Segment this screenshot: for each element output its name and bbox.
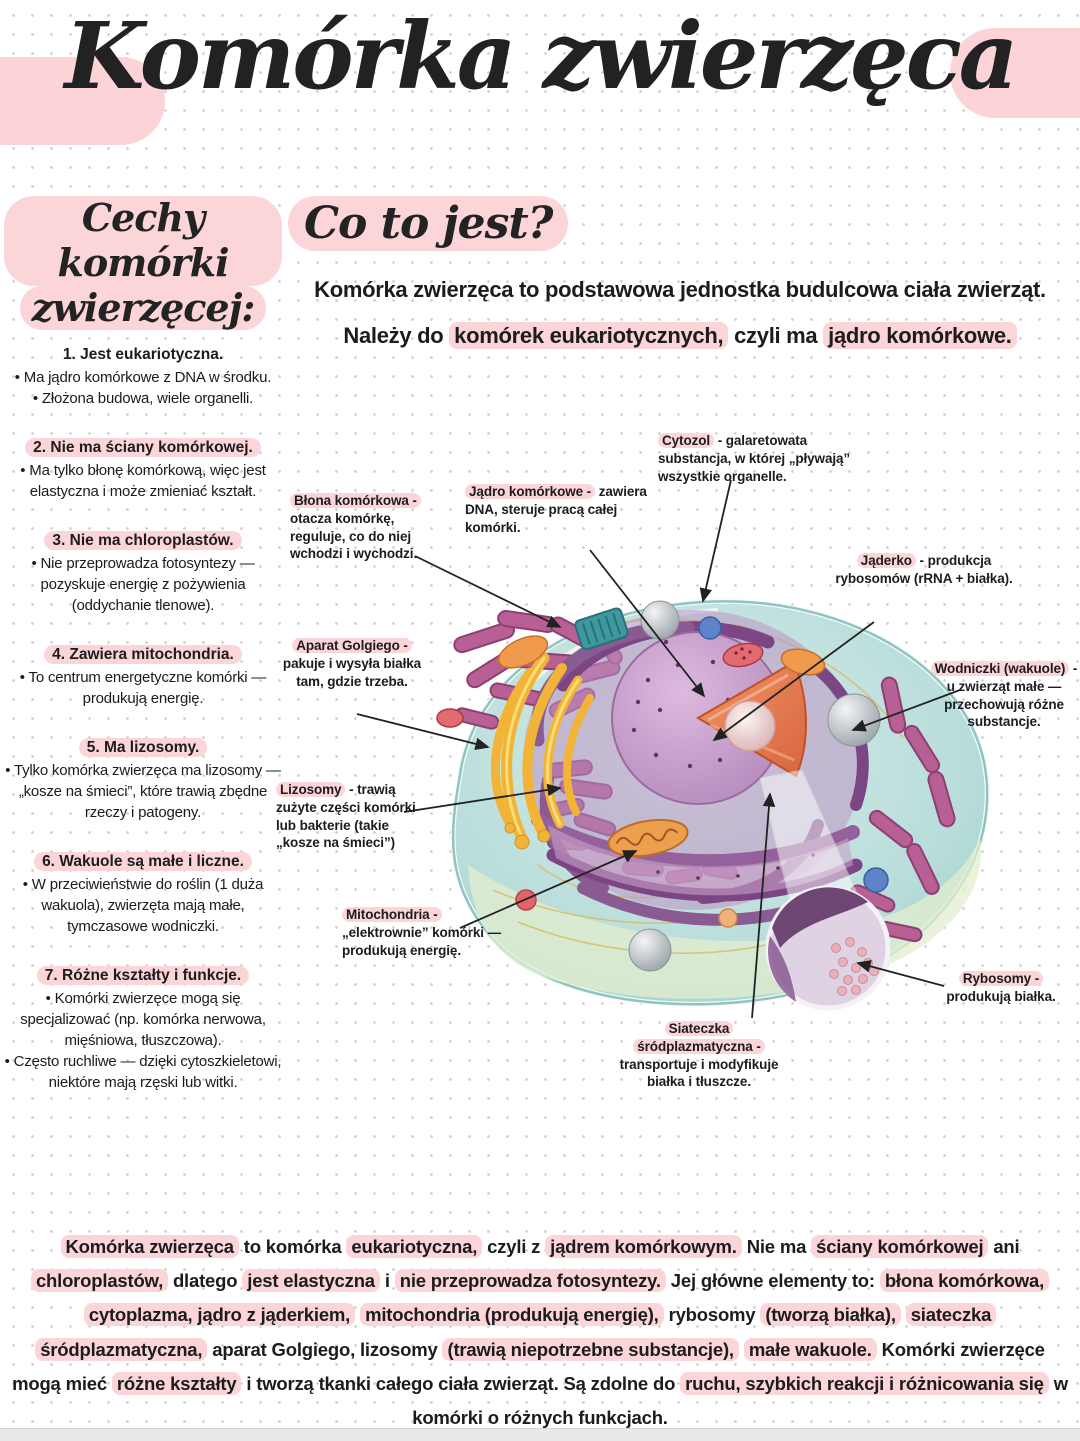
feature-heading: 3. Nie ma chloroplastów. (44, 531, 241, 550)
page-title: Komórka zwierzęca (64, 2, 1016, 110)
feature-heading: 4. Zawiera mitochondria. (44, 645, 242, 664)
vesicle-gray (629, 929, 671, 971)
plain-text: Jej główne elementy to: (665, 1270, 880, 1292)
highlighted-text: Cytozol (658, 433, 714, 448)
highlighted-text: ruchu, szybkich reakcji i różnicowania się (680, 1372, 1049, 1395)
plain-text: pakuje i wysyła białka tam, gdzie trzeba. (282, 655, 422, 689)
label-siateczka (612, 1020, 786, 1091)
highlighted-text: małe wakuole. (744, 1338, 877, 1361)
highlighted-text: jądrem komórkowym. (545, 1235, 742, 1258)
plain-text: aparat Golgiego, lizosomy (207, 1338, 443, 1360)
vesicle-blue (699, 617, 721, 639)
vacuole-gray (828, 694, 880, 746)
plain-text: w komórki o różnych funkcjach. (412, 1372, 1068, 1429)
plain-text: „elektrownie” komórki — produkują energię. (342, 924, 501, 958)
plain-text: - produkcja rybosomów (rRNA + białka). (835, 553, 1013, 586)
highlighted-text: Komórka zwierzęca (61, 1235, 239, 1258)
highlighted-text: Błona komórkowa - (290, 493, 421, 508)
highlighted-text: mitochondria (produkują energię), (360, 1303, 664, 1326)
highlighted-text: jest elastyczna (242, 1269, 380, 1292)
feature-item (4, 532, 282, 616)
feature-item (4, 853, 282, 937)
plain-text: czyli ma (728, 323, 824, 348)
label-rybosomy (925, 970, 1077, 1006)
features-heading-line1: Cechy komórki (4, 196, 282, 286)
feature-bullet: • Złożona budowa, wiele organelli. (32, 390, 254, 408)
highlighted-text: (trawią niepotrzebne substancje), (442, 1338, 738, 1361)
plain-text: zawiera DNA, steruje pracą całej komórki. (465, 484, 647, 535)
feature-heading: 6. Wakuole są małe i liczne. (34, 852, 252, 871)
label-cytozol (658, 432, 876, 485)
intro-line2 (283, 318, 1077, 354)
feature-bullet: • Ma tylko błonę komórkową, więc jest elastyczna i może zmieniać kształt. (20, 462, 266, 501)
page-bottom-bar (0, 1428, 1080, 1441)
label-wodniczki (930, 660, 1078, 731)
feature-heading: 1. Jest eukariotyczna. (62, 346, 224, 364)
highlighted-text: Siateczka śródplazmatyczna - (633, 1021, 764, 1054)
highlighted-text: błona komórkowa, cytoplazma, jądro z jąderkiem, (84, 1269, 1049, 1326)
highlighted-text: jądro komórkowe. (823, 322, 1016, 349)
vesicle-gray (641, 601, 679, 639)
plain-text: rybosomy (663, 1304, 761, 1326)
highlighted-text: nie przeprowadza fotosyntezy. (395, 1269, 666, 1292)
plain-text: otacza komórkę, reguluje, co do niej wchodzi i wychodzi. (290, 510, 418, 562)
feature-bullet: • Ma jądro komórkowe z DNA w środku. (14, 369, 272, 387)
feature-item (4, 967, 282, 1093)
feature-heading: 2. Nie ma ściany komórkowej. (25, 438, 261, 457)
highlighted-text: Lizosomy (276, 782, 345, 797)
features-heading (4, 196, 282, 330)
summary-paragraph (12, 1230, 1068, 1435)
plain-text: czyli z (482, 1236, 546, 1257)
what-is-it-heading-text: Co to jest? (288, 196, 568, 251)
feature-bullet: • Tylko komórka zwierzęca ma lizosomy — „kosze na śmieci”, które trawią zbędne rzeczy i patogeny. (5, 762, 281, 822)
feature-item (4, 439, 282, 502)
highlighted-text: Jądro komórkowe - (465, 484, 595, 499)
feature-item (4, 646, 282, 709)
feature-item (4, 739, 282, 823)
plain-text: Należy do (343, 323, 450, 348)
plain-text: to komórka (238, 1236, 347, 1257)
feature-bullet: • To centrum energetyczne komórki — produkują energię. (19, 669, 267, 708)
feature-heading: 5. Ma lizosomy. (79, 738, 208, 757)
ribosome-inset (768, 887, 888, 1008)
lysosome-red (437, 709, 463, 727)
features-column (4, 196, 282, 1123)
highlighted-text: Jąderko (857, 553, 916, 568)
plain-text: produkują białka. (946, 988, 1056, 1004)
highlighted-text: (tworzą białka), (760, 1303, 900, 1326)
plain-text: - trawią zużyte części komórki lub bakterie (takie „kosze na śmieci”) (276, 782, 416, 851)
plain-text: - u zwierząt małe — przechowują różne substancje. (944, 661, 1078, 730)
highlighted-text: Wodniczki (wakuole) (931, 661, 1070, 676)
plain-text: Komórki zwierzęce mogą mieć (12, 1338, 1045, 1394)
highlighted-text: Aparat Golgiego - (292, 638, 412, 653)
feature-item (4, 346, 282, 409)
label-mitochondria (342, 906, 520, 959)
label-blona-komorkowa (290, 492, 448, 563)
plain-text: dlatego (168, 1270, 243, 1292)
plain-text: i tworzą tkanki całego ciała zwierząt. Są zdolne do (241, 1372, 681, 1394)
highlighted-text: Rybosomy - (959, 971, 1043, 986)
highlighted-text: Mitochondria - (342, 907, 442, 922)
feature-heading: 7. Różne kształty i funkcje. (37, 966, 249, 985)
label-jaderko (828, 552, 1020, 588)
features-heading-line2: zwierzęcej: (20, 286, 267, 331)
what-is-it-heading (288, 196, 568, 251)
feature-bullet: • Komórki zwierzęce mogą się specjalizować (np. komórka nerwowa, mięśniowa, tłuszczowa). (20, 990, 266, 1050)
highlighted-text: eukariotyczna, (346, 1235, 482, 1258)
plain-text: Komórka zwierzęca to podstawowa jednostka budulcowa ciała zwierząt. (314, 277, 1046, 302)
highlighted-text: siateczka śródplazmatyczna, (35, 1303, 996, 1360)
vesicle-blue (864, 868, 888, 892)
label-aparat-golgiego (281, 637, 423, 690)
features-list (4, 346, 282, 1093)
plain-text (901, 1304, 906, 1325)
vesicle-orange (719, 909, 737, 927)
plain-text: - galaretowata substancja, w której „pływają” wszystkie organelle. (658, 433, 851, 484)
feature-bullet: • Nie przeprowadza fotosyntezy — pozyskuje energię z pożywienia (oddychanie tlenowe). (31, 555, 255, 615)
plain-text: transportuje i modyfikuje białka i tłuszcze. (619, 1056, 779, 1090)
highlighted-text: chloroplastów, (31, 1269, 168, 1292)
label-jadro-komorkowe (465, 483, 647, 536)
plain-text: i (379, 1270, 395, 1292)
nucleolus (725, 701, 775, 751)
feature-bullet: • W przeciwieństwie do roślin (1 duża wakuola), zwierzęta mają małe, tymczasowe wodniczki. (22, 876, 264, 936)
intro-line1 (283, 272, 1077, 308)
highlighted-text: komórek eukariotycznych, (449, 322, 728, 349)
plain-text: ani (988, 1236, 1020, 1257)
feature-bullet: • Często ruchliwe — dzięki cytoszkieletowi, niektóre mają rzęski lub witki. (4, 1053, 282, 1092)
plain-text: Nie ma (741, 1236, 812, 1257)
highlighted-text: różne kształty (112, 1372, 242, 1395)
highlighted-text: ściany komórkowej (811, 1235, 988, 1258)
label-lizosomy (276, 781, 418, 852)
